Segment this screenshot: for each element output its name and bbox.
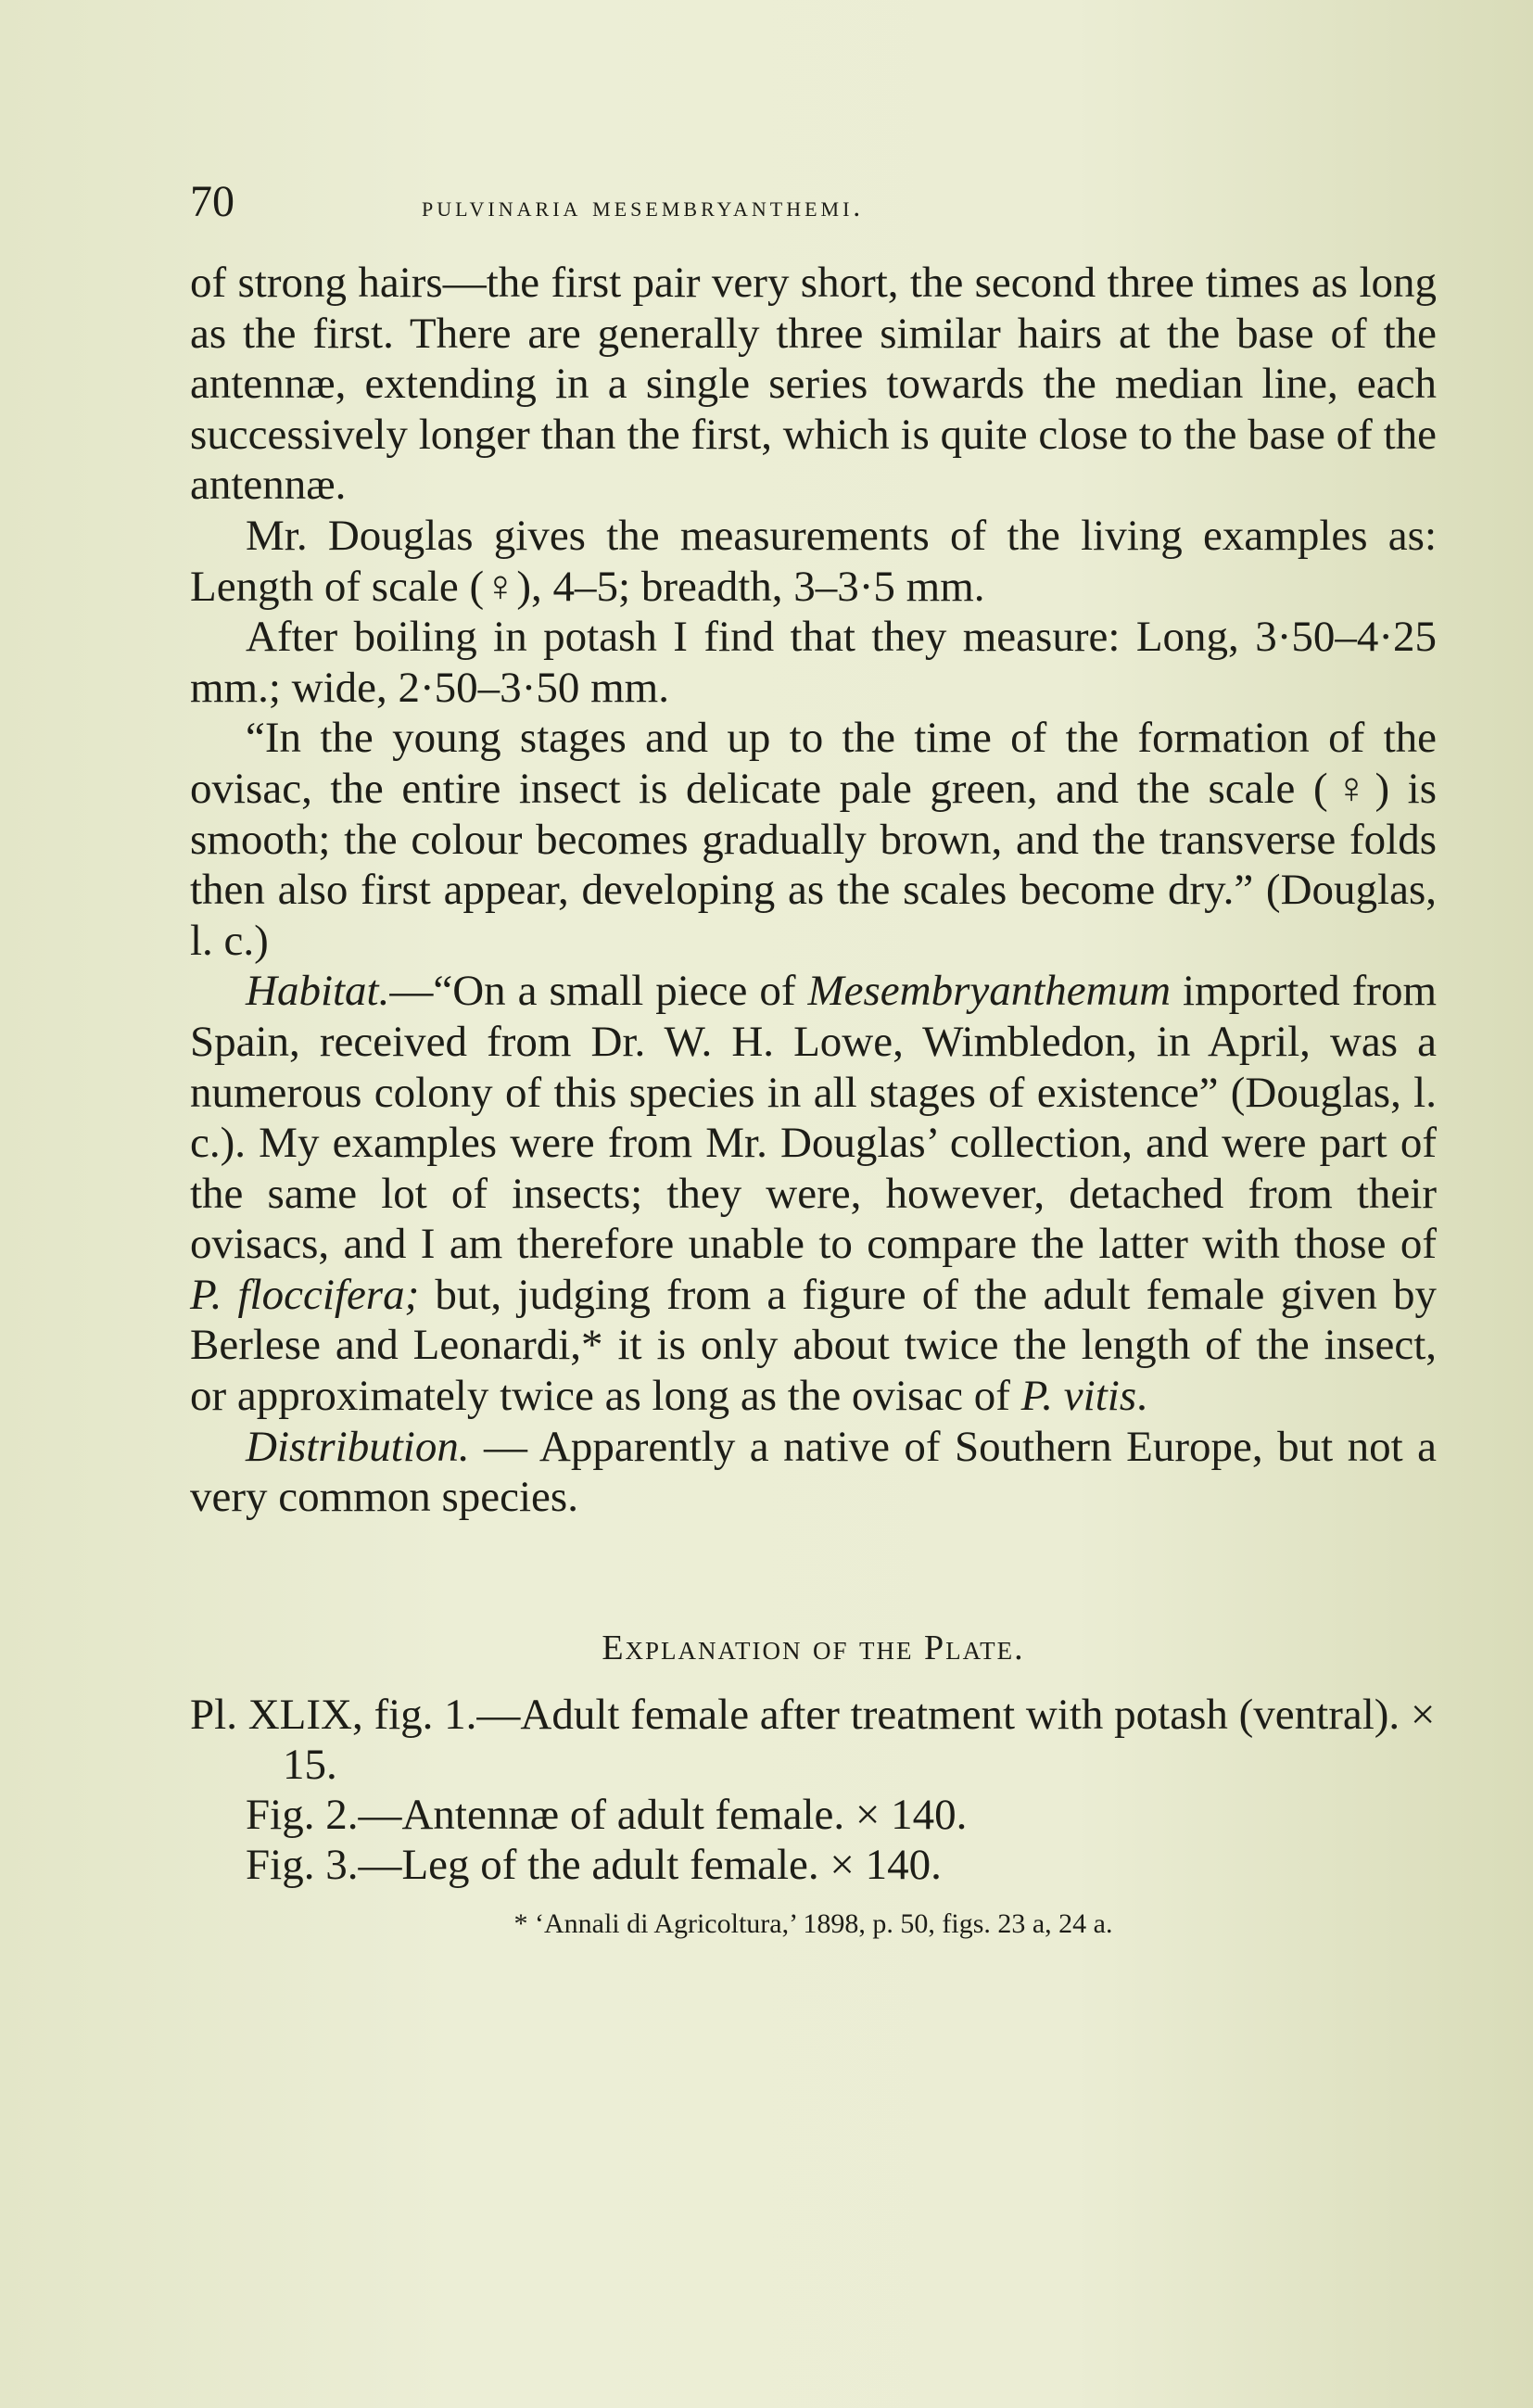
paragraph-hairs: of strong hairs—the first pair very short, the second three times as long as the first. There are generally three similar hairs at the base of the antennæ, extending in a single series towards the median line, each successively longer than the first, which is quite close to the base of the antennæ. bbox=[190, 259, 1437, 510]
habitat-text-c: but, judging from a figure of the adult female given by Berlese and Leonardi,* it is only about twice the length of the insect, or approximately twice as long as the ovisac of bbox=[190, 1270, 1437, 1421]
paragraph-douglas-quote: “In the young stages and up to the time of the formation of the ovisac, the entire insect is delicate pale green, and the scale (♀) is smooth; the colour becomes gradually brown, and the transverse folds then also first appear, developing as the scales become dry.” (Douglas, l. c.) bbox=[190, 714, 1437, 965]
body-text bbox=[190, 258, 1437, 1523]
plate-entry-fig-1: Pl. XLIX, fig. 1.—Adult female after treatment with potash (ventral). × 15. bbox=[190, 1690, 1436, 1789]
paragraph-potash: After boiling in potash I find that they measure: Long, 3·50–4·25 mm.; wide, 2·50–3·50 mm. bbox=[190, 613, 1437, 712]
habitat-text-a: —“On a small piece of bbox=[389, 967, 808, 1016]
plate-explanation-heading: Explanation of the Plate. bbox=[602, 1628, 1025, 1667]
distribution-label: Distribution. bbox=[246, 1422, 470, 1471]
running-head bbox=[190, 176, 1437, 241]
habitat-text-b: imported from Spain, received from Dr. W. H. Lowe, Wimbledon, in April, was a numerous colony of this species in all stages of existence” (Douglas, l. c.). My examples were from Mr. Douglas’ collection, and were part of the same lot of insects; they were, however, detached from their ovisacs, and I am therefore unable to compare the latter with those of bbox=[190, 967, 1437, 1269]
page-number: 70 bbox=[190, 177, 234, 226]
paragraph-measurements: Mr. Douglas gives the measurements of the living examples as: Length of scale (♀), 4–5; breadth, 3–3·5 mm. bbox=[190, 511, 1437, 611]
habitat-species-vitis: P. vitis bbox=[1020, 1372, 1137, 1421]
page bbox=[190, 176, 1437, 1940]
habitat-species-floccifera: P. floccifera; bbox=[190, 1270, 420, 1319]
plate-explanation-list bbox=[190, 1690, 1437, 1890]
plate-entry-fig-3: Fig. 3.—Leg of the adult female. × 140. bbox=[246, 1840, 942, 1889]
paragraph-distribution bbox=[190, 1422, 1437, 1523]
distribution-text: — Apparently a native of Southern Europe, but not a very common species. bbox=[190, 1422, 1437, 1522]
footnote: * ‘Annali di Agricoltura,’ 1898, p. 50, figs. 23 a, 24 a. bbox=[513, 1907, 1113, 1939]
habitat-end: . bbox=[1136, 1372, 1147, 1421]
running-title: pulvinaria mesembryanthemi. bbox=[422, 190, 865, 222]
habitat-genus: Mesembryanthemum bbox=[807, 967, 1172, 1016]
habitat-label: Habitat. bbox=[246, 967, 390, 1016]
plate-entry-fig-2: Fig. 2.—Antennæ of adult female. × 140. bbox=[246, 1790, 968, 1839]
paragraph-habitat bbox=[190, 966, 1437, 1421]
